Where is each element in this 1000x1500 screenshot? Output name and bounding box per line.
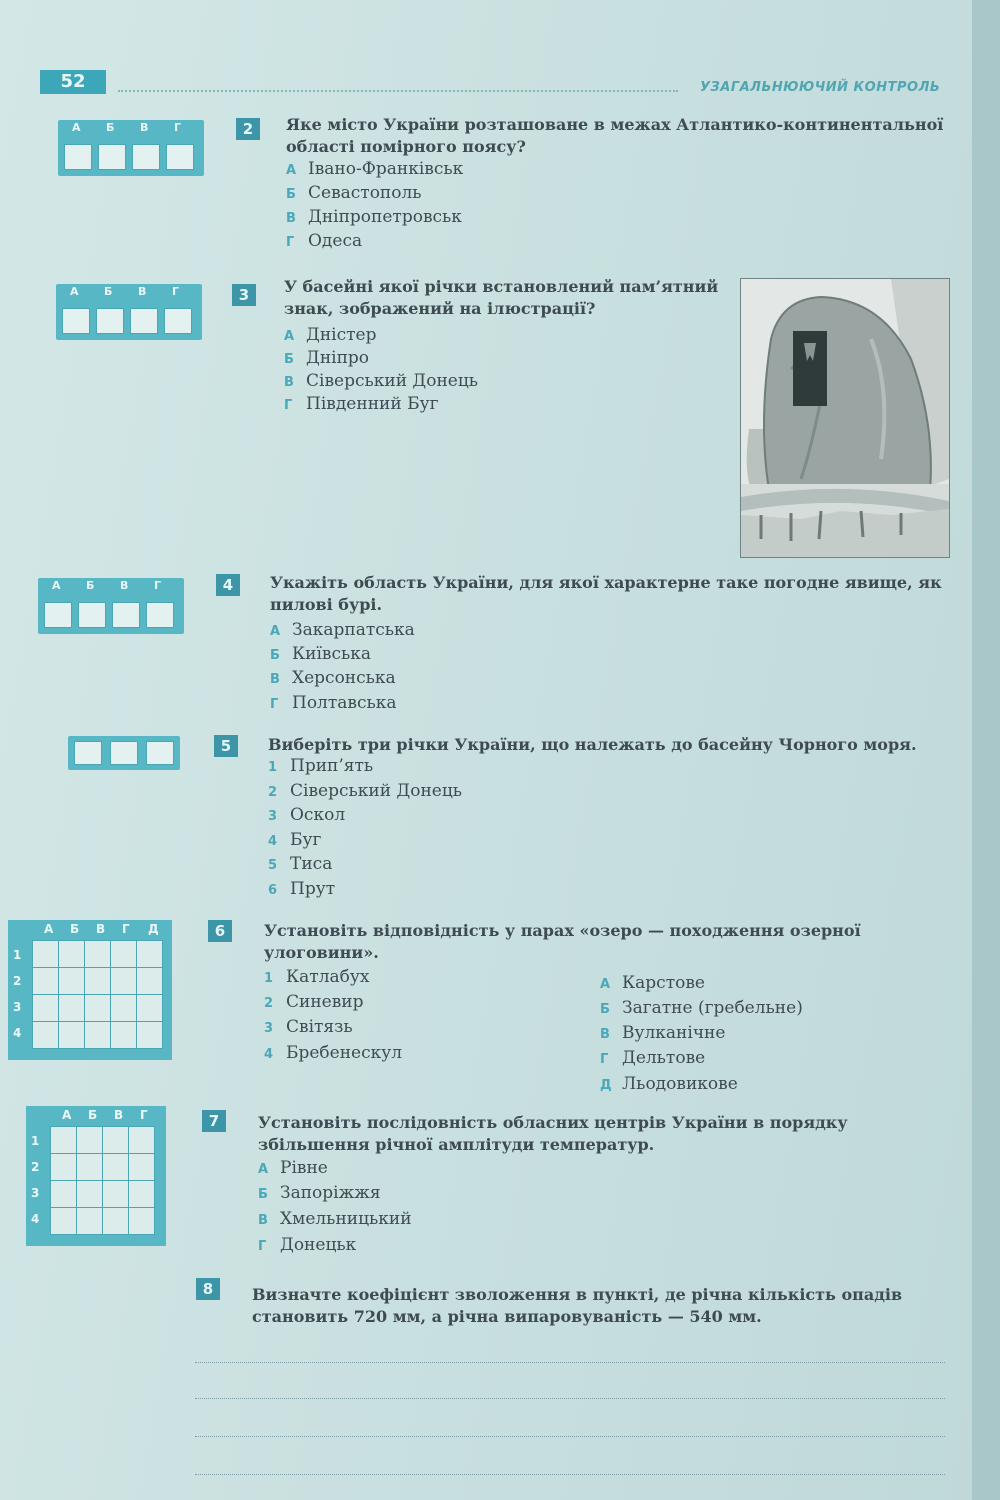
answer-option: Г Донецьк — [258, 1235, 357, 1255]
page-number: 52 — [40, 70, 106, 94]
answer-option: Г Південний Буг — [284, 394, 439, 414]
answer-option: 2 Сіверський Донець — [268, 781, 463, 801]
answer-line[interactable] — [195, 1398, 945, 1399]
question-text: Установіть відповідність у парах «озеро — походження озерної улоговини». — [264, 921, 861, 962]
answer-box-q5 — [68, 736, 180, 770]
row-label: 4 — [13, 1026, 22, 1040]
row-label: 2 — [13, 974, 22, 988]
answer-option: В Херсонська — [270, 668, 396, 688]
answer-cell[interactable] — [130, 308, 158, 334]
answer-cell[interactable] — [78, 602, 106, 628]
answer-grid-cell[interactable] — [128, 1207, 155, 1235]
answer-grid-cell[interactable] — [76, 1126, 103, 1154]
answer-grid-cell[interactable] — [84, 994, 111, 1022]
answer-cell[interactable] — [62, 308, 90, 334]
answer-option: Б Севастополь — [286, 183, 422, 203]
answer-grid-cell[interactable] — [136, 1021, 163, 1049]
question-number: 6 — [208, 920, 232, 942]
answer-box-q4 — [38, 578, 184, 634]
col-label: Г — [174, 121, 182, 134]
col-label: Б — [88, 1108, 98, 1122]
answer-option: 6 Прут — [268, 879, 336, 899]
col-label: В — [140, 121, 149, 134]
answer-option: Б Дніпро — [284, 348, 370, 368]
answer-grid-cell[interactable] — [102, 1126, 129, 1154]
answer-grid-cell[interactable] — [32, 1021, 59, 1049]
answer-grid-cell[interactable] — [58, 940, 85, 968]
left-item: 3 Світязь — [264, 1017, 353, 1037]
answer-grid-cell[interactable] — [110, 967, 137, 995]
left-item: 2 Синевир — [264, 992, 364, 1012]
answer-grid-cells — [32, 940, 164, 1050]
answer-grid-cell[interactable] — [50, 1153, 77, 1181]
answer-option: В Дніпропетровськ — [286, 207, 462, 227]
right-item: А Карстове — [600, 973, 705, 993]
answer-line[interactable] — [195, 1362, 945, 1363]
answer-grid-cell[interactable] — [136, 994, 163, 1022]
answer-grid-cell[interactable] — [136, 940, 163, 968]
col-label: Г — [122, 922, 130, 936]
col-label: Б — [106, 121, 115, 134]
answer-line[interactable] — [195, 1474, 945, 1475]
answer-grid-cell[interactable] — [76, 1153, 103, 1181]
answer-option: А Закарпатська — [270, 620, 415, 640]
answer-grid-cell[interactable] — [128, 1126, 155, 1154]
answer-grid-cell[interactable] — [102, 1207, 129, 1235]
question-number: 7 — [202, 1110, 226, 1132]
question-text: Укажіть область України, для якої характерне таке погодне явище, як пилові бурі. — [270, 573, 942, 614]
answer-grid-cell[interactable] — [128, 1180, 155, 1208]
header-rule — [118, 90, 678, 92]
answer-option: В Хмельницький — [258, 1209, 412, 1229]
col-label: Г — [140, 1108, 148, 1122]
monument-photo — [740, 278, 950, 558]
answer-option: Г Полтавська — [270, 693, 397, 713]
col-label: Д — [148, 922, 159, 936]
answer-grid-cell[interactable] — [84, 967, 111, 995]
left-item: 4 Бребенескул — [264, 1043, 403, 1063]
row-label: 3 — [31, 1186, 40, 1200]
col-label: Б — [86, 579, 95, 592]
answer-grid-cell[interactable] — [32, 994, 59, 1022]
col-label: Г — [154, 579, 162, 592]
answer-option: Б Запоріжжя — [258, 1183, 381, 1203]
answer-grid-cell[interactable] — [58, 967, 85, 995]
answer-option: А Рівне — [258, 1158, 328, 1178]
col-label: В — [114, 1108, 124, 1122]
col-label: А — [70, 285, 79, 298]
answer-option: А Івано-Франківськ — [286, 159, 464, 179]
answer-cell[interactable] — [110, 741, 138, 765]
right-item: Б Загатне (гребельне) — [600, 998, 803, 1018]
question-number: 2 — [236, 118, 260, 140]
col-label: А — [44, 922, 54, 936]
answer-grid-cell[interactable] — [110, 994, 137, 1022]
answer-option: 3 Оскол — [268, 805, 346, 825]
answer-grid-cell[interactable] — [58, 994, 85, 1022]
answer-grid-cell[interactable] — [50, 1126, 77, 1154]
col-label: А — [62, 1108, 72, 1122]
col-label: В — [120, 579, 129, 592]
col-label: А — [72, 121, 81, 134]
answer-grid-cell[interactable] — [102, 1153, 129, 1181]
answer-option: 5 Тиса — [268, 854, 333, 874]
answer-grid-cell[interactable] — [110, 1021, 137, 1049]
answer-grid-cell[interactable] — [50, 1207, 77, 1235]
answer-box-q2 — [58, 120, 204, 176]
answer-option: В Сіверський Донець — [284, 371, 479, 391]
page-edge — [972, 0, 1000, 1500]
answer-grid-cell[interactable] — [50, 1180, 77, 1208]
question-text: Визначте коефіцієнт зволоження в пункті, де річна кількість опадів становить 720 мм, а річна випаровуваність — 540 мм. — [252, 1285, 903, 1326]
answer-cell[interactable] — [164, 308, 192, 334]
question-text: У басейні якої річки встановлений пам’ятний знак, зображений на ілюстрації? — [284, 277, 719, 318]
answer-option: 4 Буг — [268, 830, 322, 850]
answer-box-q3 — [56, 284, 202, 340]
col-label: Г — [172, 285, 180, 298]
answer-grid-cell[interactable] — [84, 940, 111, 968]
answer-cell[interactable] — [96, 308, 124, 334]
answer-cell[interactable] — [64, 144, 92, 170]
row-label: 4 — [31, 1212, 40, 1226]
answer-grid-cell[interactable] — [58, 1021, 85, 1049]
answer-cell[interactable] — [44, 602, 72, 628]
answer-option: Г Одеса — [286, 231, 363, 251]
answer-grid-cell[interactable] — [102, 1180, 129, 1208]
answer-option: А Дністер — [284, 325, 377, 345]
question-text: Яке місто України розташоване в межах Атлантико-континентальної області помірного поясу? — [286, 115, 944, 156]
col-label: А — [52, 579, 61, 592]
answer-line[interactable] — [195, 1436, 945, 1437]
question-number: 5 — [214, 735, 238, 757]
question-number: 3 — [232, 284, 256, 306]
answer-option: 1 Прип’ять — [268, 756, 374, 776]
row-label: 1 — [31, 1134, 40, 1148]
col-label: В — [96, 922, 106, 936]
col-label: Б — [70, 922, 80, 936]
question-text: Установіть послідовність обласних центрів України в порядку збільшення річної амплітуди температур. — [258, 1113, 848, 1154]
left-item: 1 Катлабух — [264, 967, 370, 987]
answer-grid-cells — [50, 1126, 158, 1236]
section-title: УЗАГАЛЬНЮЮЧИЙ КОНТРОЛЬ — [700, 80, 941, 95]
answer-cell[interactable] — [112, 602, 140, 628]
answer-cell[interactable] — [74, 741, 102, 765]
answer-grid-cell[interactable] — [76, 1207, 103, 1235]
question-number: 4 — [216, 574, 240, 596]
col-label: Б — [104, 285, 113, 298]
answer-cell[interactable] — [166, 144, 194, 170]
answer-cell[interactable] — [132, 144, 160, 170]
answer-grid-q6 — [8, 920, 172, 1060]
right-item: Д Льодовикове — [600, 1074, 738, 1094]
answer-grid-cell[interactable] — [84, 1021, 111, 1049]
answer-option: Б Київська — [270, 644, 372, 664]
answer-grid-cell[interactable] — [110, 940, 137, 968]
answer-grid-cell[interactable] — [128, 1153, 155, 1181]
answer-cell[interactable] — [98, 144, 126, 170]
question-text: Виберіть три річки України, що належать до басейну Чорного моря. — [268, 735, 917, 754]
right-item: В Вулканічне — [600, 1023, 726, 1043]
answer-grid-cell[interactable] — [32, 967, 59, 995]
row-label: 2 — [31, 1160, 40, 1174]
answer-grid-cell[interactable] — [136, 967, 163, 995]
answer-grid-cell[interactable] — [32, 940, 59, 968]
col-label: В — [138, 285, 147, 298]
answer-cell[interactable] — [146, 602, 174, 628]
answer-grid-q7 — [26, 1106, 166, 1246]
row-label: 1 — [13, 948, 22, 962]
answer-grid-cell[interactable] — [76, 1180, 103, 1208]
right-item: Г Дельтове — [600, 1048, 706, 1068]
answer-cell[interactable] — [146, 741, 174, 765]
row-label: 3 — [13, 1000, 22, 1014]
question-number: 8 — [196, 1278, 220, 1300]
